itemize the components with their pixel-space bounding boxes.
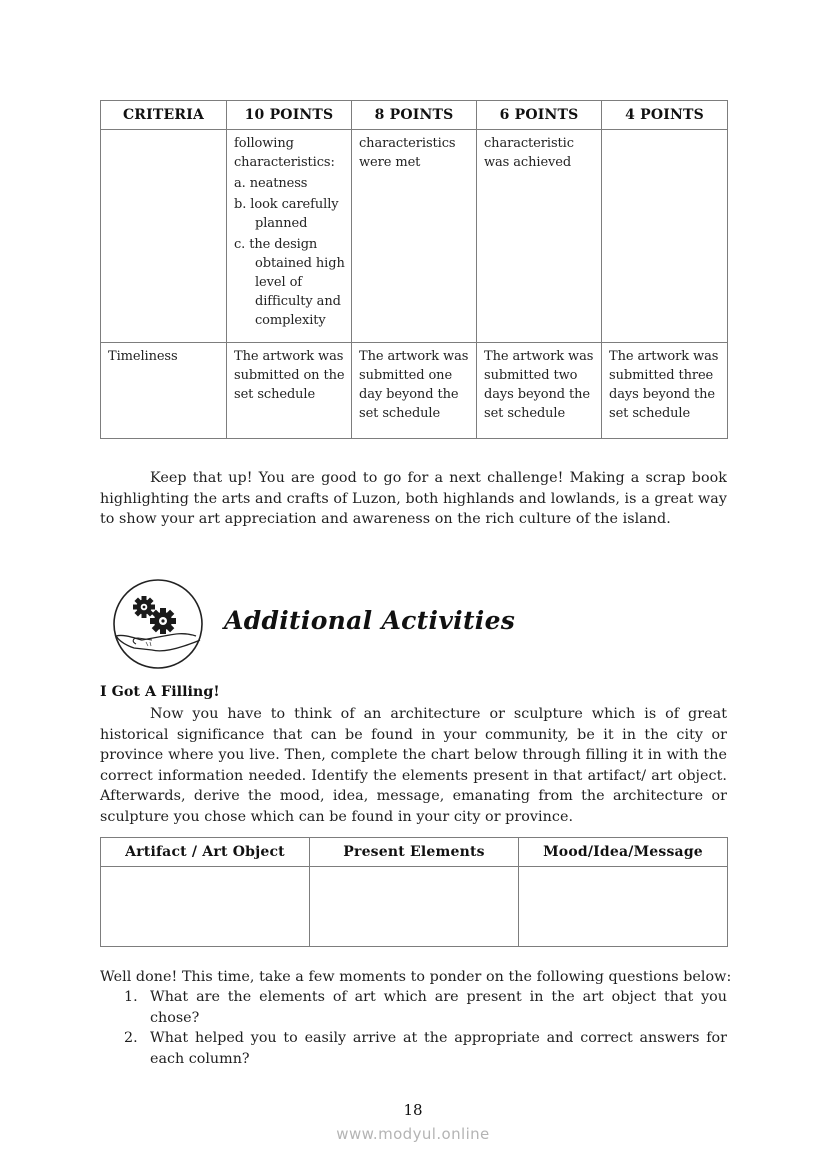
table-row: [101, 343, 728, 439]
eight-points-cell: characteristics were met: [352, 130, 477, 343]
rubric-header-row: [101, 101, 728, 130]
question-text: What are the elements of art which are present in the art object that you chose?: [150, 989, 727, 1026]
ten-points-cell: [227, 130, 352, 343]
header-present-elements: Present Elements: [310, 838, 519, 867]
header-mood-idea-message: Mood/Idea/Message: [519, 838, 728, 867]
eight-points-cell: The artwork was submitted one day beyond the set schedule: [352, 343, 477, 439]
four-points-cell: The artwork was submitted three days beyond the set schedule: [602, 343, 728, 439]
watermark: www.modyul.online: [336, 1125, 490, 1143]
question-number: 1.: [124, 989, 138, 1005]
reflection-questions: [100, 987, 727, 1069]
six-points-cell: The artwork was submitted two days beyond the set schedule: [477, 343, 602, 439]
rubric-table-container: [100, 100, 727, 439]
question-text: What helped you to easily arrive at the appropriate and correct answers for each column?: [150, 1030, 727, 1067]
fill-in-chart: [100, 837, 728, 947]
section-header: [112, 578, 516, 670]
four-points-cell: [602, 130, 728, 343]
table-row: [101, 130, 728, 343]
cell-text: characteristics:: [234, 155, 335, 170]
mood-answer-cell[interactable]: [519, 867, 728, 947]
activity-title: I Got A Filling!: [100, 684, 220, 700]
list-item: [100, 1028, 727, 1069]
fill-in-chart-container: [100, 837, 727, 947]
table-row: [101, 867, 728, 947]
header-10-points: 10 POINTS: [227, 101, 352, 130]
criteria-cell: [101, 130, 227, 343]
artifact-answer-cell[interactable]: [101, 867, 310, 947]
cell-text: following: [234, 136, 294, 151]
ten-points-cell: The artwork was submitted on the set schedule: [227, 343, 352, 439]
header-artifact: Artifact / Art Object: [101, 838, 310, 867]
reflection-intro: Well done! This time, take a few moments to ponder on the following questions below:: [100, 969, 732, 985]
gears-in-hand-icon: [112, 578, 204, 670]
activity-instructions: Now you have to think of an architecture or sculpture which is of great historical significance that can be found in your community, be it in the city or province where you live. Then, complete the chart below through filling it in with the correct information needed. Identify the elements present in that artifact/ art object. Afterwards, derive the mood, idea, message, emanating from the architecture or sculpture you chose which can be found in your city or province.: [100, 706, 727, 825]
header-6-points: 6 POINTS: [477, 101, 602, 130]
page-number: 18: [403, 1101, 423, 1119]
header-criteria: CRITERIA: [101, 101, 227, 130]
header-8-points: 8 POINTS: [352, 101, 477, 130]
criteria-cell: Timeliness: [101, 343, 227, 439]
list-item: [100, 987, 727, 1028]
chart-header-row: [101, 838, 728, 867]
encouragement-paragraph: Keep that up! You are good to go for a next challenge! Making a scrap book highlighting the arts and crafts of Luzon, both highlands and lowlands, is a great way to show your art appreciation and awareness on the rich culture of the island.: [100, 470, 727, 527]
list-item: a. neatness: [234, 176, 308, 191]
list-item: c. the design obtained high level of difficulty and complexity: [234, 237, 345, 328]
elements-answer-cell[interactable]: [310, 867, 519, 947]
list-item: b. look carefully planned: [234, 197, 339, 231]
section-title: Additional Activities: [224, 606, 516, 635]
six-points-cell: characteristic was achieved: [477, 130, 602, 343]
header-4-points: 4 POINTS: [602, 101, 728, 130]
rubric-table: [100, 100, 728, 439]
question-number: 2.: [124, 1030, 138, 1046]
